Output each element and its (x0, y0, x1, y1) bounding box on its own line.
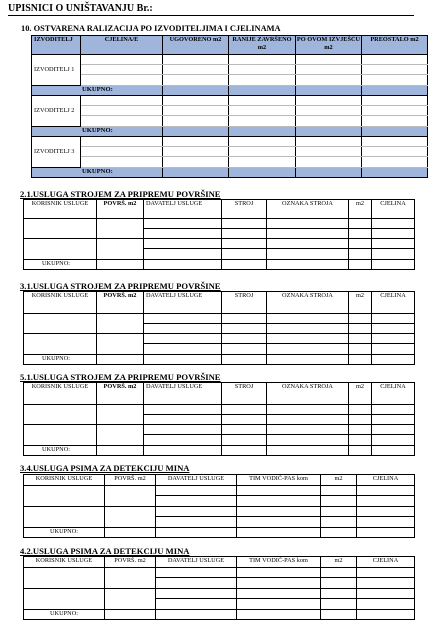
cell[interactable] (357, 599, 415, 610)
cell[interactable] (372, 260, 415, 270)
cell[interactable] (156, 578, 237, 589)
cell[interactable] (97, 355, 144, 365)
cell[interactable] (222, 344, 267, 355)
cell[interactable] (163, 96, 229, 106)
cell[interactable] (349, 344, 372, 355)
section-5-1-title: 5.1.USLUGA STROJEM ZA PRIPREMU POVRŠINE (20, 372, 221, 382)
cell[interactable] (296, 96, 362, 106)
cell[interactable] (229, 55, 296, 65)
cell[interactable] (357, 568, 415, 578)
cell[interactable] (222, 324, 267, 334)
cell[interactable] (144, 446, 222, 456)
cell[interactable] (372, 435, 415, 446)
col-davatelj: DAVATELJ USLUGE (144, 292, 222, 314)
cell[interactable] (349, 425, 372, 435)
cell[interactable] (349, 415, 372, 425)
col-cjelina: CJELINA (372, 383, 415, 405)
cell[interactable] (237, 528, 321, 538)
cell[interactable] (222, 249, 267, 260)
cell[interactable] (362, 65, 428, 75)
col-povrs: POVRŠ. m2 (97, 383, 144, 405)
col-povrs: POVRŠ. m2 (105, 475, 156, 486)
cell[interactable] (222, 435, 267, 446)
cell[interactable] (349, 249, 372, 260)
col-korisnik: KORISNIK USLUGE (24, 200, 97, 219)
cell[interactable] (296, 168, 362, 178)
cell[interactable] (163, 65, 229, 75)
cell[interactable] (296, 86, 362, 96)
col-m2: m2 (349, 383, 372, 405)
cell[interactable] (156, 610, 237, 620)
cell[interactable] (321, 589, 357, 599)
ukupno-label: UKUPNO: (24, 355, 97, 365)
cell[interactable] (24, 568, 105, 589)
cell[interactable] (321, 507, 357, 517)
cell[interactable] (267, 334, 349, 344)
cell[interactable] (321, 486, 357, 496)
cell[interactable] (229, 86, 296, 96)
cell[interactable] (296, 106, 362, 116)
cell[interactable] (267, 239, 349, 249)
cell[interactable] (222, 405, 267, 415)
cell[interactable] (237, 610, 321, 620)
cell[interactable] (97, 405, 144, 425)
col-m2: m2 (349, 292, 372, 314)
cell[interactable] (163, 147, 229, 157)
cell[interactable] (357, 578, 415, 589)
cell[interactable] (362, 127, 428, 137)
cell[interactable] (267, 260, 349, 270)
cell[interactable] (97, 260, 144, 270)
cell[interactable] (229, 147, 296, 157)
cell[interactable] (81, 65, 163, 75)
cell[interactable] (372, 415, 415, 425)
cell[interactable] (144, 435, 222, 446)
cell[interactable] (362, 147, 428, 157)
cell[interactable] (144, 405, 222, 415)
section-3-1-title: 3.1.USLUGA STROJEM ZA PRIPREMU POVRŠINE (20, 281, 221, 291)
strojem-table-3-1 (23, 291, 415, 365)
cell[interactable] (163, 55, 229, 65)
cell[interactable] (362, 96, 428, 106)
cell[interactable] (222, 415, 267, 425)
cell[interactable] (372, 229, 415, 239)
izvoditelj-2-label: IZVODITELJ 2 (32, 96, 81, 127)
cell[interactable] (349, 239, 372, 249)
section-4-2-title: 4.2.USLUGA PSIMA ZA DETEKCIJU MINA (20, 546, 190, 556)
ukupno-row-2: UKUPNO: (32, 127, 163, 137)
cell[interactable] (267, 229, 349, 239)
cell[interactable] (321, 599, 357, 610)
cell[interactable] (362, 86, 428, 96)
cell[interactable] (372, 219, 415, 229)
cell[interactable] (144, 219, 222, 229)
cell[interactable] (222, 425, 267, 435)
col-ugovoreno: UGOVORENO m2 (163, 36, 229, 55)
cell[interactable] (229, 65, 296, 75)
cell[interactable] (144, 355, 222, 365)
cell[interactable] (349, 334, 372, 344)
cell[interactable] (105, 589, 156, 610)
cell[interactable] (144, 249, 222, 260)
col-davatelj: DAVATELJ USLUGE (156, 557, 237, 568)
col-korisnik: KORISNIK USLUGE (24, 475, 105, 486)
cell[interactable] (357, 507, 415, 517)
section-2-1-title: 2.1.USLUGA STROJEM ZA PRIPREMU POVRŠINE (20, 189, 221, 199)
cell[interactable] (296, 75, 362, 86)
cell[interactable] (372, 355, 415, 365)
cell[interactable] (144, 334, 222, 344)
col-oznaka: OZNAKA STROJA (267, 200, 349, 219)
cell[interactable] (267, 435, 349, 446)
cell[interactable] (144, 415, 222, 425)
cell[interactable] (105, 528, 156, 538)
col-izvoditelj: IZVODITELJ (32, 36, 81, 55)
cell[interactable] (81, 147, 163, 157)
col-povrs: POVRŠ. m2 (97, 200, 144, 219)
cell[interactable] (222, 219, 267, 229)
cell[interactable] (362, 137, 428, 147)
psima-table-3-4 (23, 474, 415, 538)
cell[interactable] (163, 116, 229, 127)
cell[interactable] (97, 239, 144, 260)
cell[interactable] (296, 137, 362, 147)
col-korisnik: KORISNIK USLUGE (24, 292, 97, 314)
cell[interactable] (296, 157, 362, 168)
cell[interactable] (349, 219, 372, 229)
cell[interactable] (97, 219, 144, 239)
cell[interactable] (237, 599, 321, 610)
ukupno-row-3: UKUPNO: (32, 168, 163, 178)
cell[interactable] (296, 127, 362, 137)
cell[interactable] (24, 589, 105, 610)
cell[interactable] (156, 517, 237, 528)
cell[interactable] (24, 219, 97, 239)
cell[interactable] (237, 517, 321, 528)
cell[interactable] (362, 75, 428, 86)
cell[interactable] (144, 314, 222, 324)
cell[interactable] (267, 314, 349, 324)
cell[interactable] (156, 507, 237, 517)
cell[interactable] (237, 568, 321, 578)
cell[interactable] (24, 334, 97, 355)
cell[interactable] (349, 355, 372, 365)
col-cjelina: CJELINA (357, 475, 415, 486)
cell[interactable] (24, 486, 105, 507)
col-stroj: STROJ (222, 292, 267, 314)
cell[interactable] (296, 55, 362, 65)
cell[interactable] (24, 425, 97, 446)
izvoditelj-1-label: IZVODITELJ 1 (32, 55, 81, 86)
cell[interactable] (267, 446, 349, 456)
cell[interactable] (357, 528, 415, 538)
cell[interactable] (105, 610, 156, 620)
col-stroj: STROJ (222, 383, 267, 405)
cell[interactable] (362, 157, 428, 168)
cell[interactable] (296, 116, 362, 127)
cell[interactable] (24, 314, 97, 334)
cell[interactable] (97, 425, 144, 446)
cell[interactable] (267, 219, 349, 229)
ukupno-label: UKUPNO: (24, 528, 105, 538)
ukupno-row-1: UKUPNO: (32, 86, 163, 96)
cell[interactable] (372, 334, 415, 344)
cell[interactable] (97, 334, 144, 355)
col-davatelj: DAVATELJ USLUGE (144, 383, 222, 405)
col-stroj: STROJ (222, 200, 267, 219)
cell[interactable] (296, 147, 362, 157)
cell[interactable] (321, 528, 357, 538)
col-povrs: POVRŠ. m2 (105, 557, 156, 568)
cell[interactable] (349, 405, 372, 415)
cell[interactable] (163, 157, 229, 168)
cell[interactable] (267, 415, 349, 425)
cell[interactable] (267, 344, 349, 355)
cell[interactable] (144, 229, 222, 239)
cell[interactable] (105, 507, 156, 528)
ukupno-label: UKUPNO: (24, 610, 105, 620)
cell[interactable] (144, 425, 222, 435)
cell[interactable] (321, 578, 357, 589)
cell[interactable] (222, 355, 267, 365)
cell[interactable] (349, 435, 372, 446)
cell[interactable] (349, 229, 372, 239)
cell[interactable] (163, 75, 229, 86)
col-m2: m2 (321, 475, 357, 486)
psima-table-4-2 (23, 556, 415, 620)
cell[interactable] (97, 446, 144, 456)
cell[interactable] (321, 610, 357, 620)
cell[interactable] (229, 137, 296, 147)
col-tim: TIM VODIČ-PAS kom (237, 475, 321, 486)
col-m2: m2 (349, 200, 372, 219)
cell[interactable] (267, 249, 349, 260)
cell[interactable] (267, 405, 349, 415)
cell[interactable] (357, 610, 415, 620)
cell[interactable] (372, 324, 415, 334)
cell[interactable] (24, 239, 97, 260)
cell[interactable] (163, 127, 229, 137)
cell[interactable] (372, 249, 415, 260)
cell[interactable] (81, 137, 163, 147)
ukupno-label: UKUPNO: (24, 446, 97, 456)
cell[interactable] (222, 446, 267, 456)
cell[interactable] (163, 168, 229, 178)
col-oznaka: OZNAKA STROJA (267, 383, 349, 405)
section-10-title: 10. OSTVARENA RALIZACIJA PO IZVODITELJIMA I CJELINAMA (21, 24, 281, 33)
cell[interactable] (156, 599, 237, 610)
cell[interactable] (237, 589, 321, 599)
cell[interactable] (349, 260, 372, 270)
cell[interactable] (163, 86, 229, 96)
cell[interactable] (81, 106, 163, 116)
cell[interactable] (222, 260, 267, 270)
cell[interactable] (144, 324, 222, 334)
cell[interactable] (222, 314, 267, 324)
cell[interactable] (357, 589, 415, 599)
col-cjelina: CJELINA (372, 292, 415, 314)
cell[interactable] (296, 65, 362, 75)
cell[interactable] (321, 496, 357, 507)
cell[interactable] (372, 446, 415, 456)
col-tim: TIM VODIČ-PAS kom (237, 557, 321, 568)
izvoditelj-3-label: IZVODITELJ 3 (32, 137, 81, 168)
col-po-ovom: PO OVOM IZVJEŠĆU m2 (296, 36, 362, 55)
cell[interactable] (357, 517, 415, 528)
cell[interactable] (321, 517, 357, 528)
cell[interactable] (105, 486, 156, 507)
cell[interactable] (81, 116, 163, 127)
cell[interactable] (372, 344, 415, 355)
cell[interactable] (81, 55, 163, 65)
cell[interactable] (349, 314, 372, 324)
cell[interactable] (237, 507, 321, 517)
cell[interactable] (362, 116, 428, 127)
cell[interactable] (362, 106, 428, 116)
col-davatelj: DAVATELJ USLUGE (156, 475, 237, 486)
cell[interactable] (81, 96, 163, 106)
cell[interactable] (222, 229, 267, 239)
cell[interactable] (372, 425, 415, 435)
cell[interactable] (372, 314, 415, 324)
document-header: UPISNICI O UNIŠTAVANJU Br.: (8, 3, 414, 16)
realizacija-table (31, 35, 428, 178)
cell[interactable] (144, 239, 222, 249)
section-3-4-title: 3.4.USLUGA PSIMA ZA DETEKCIJU MINA (20, 463, 190, 473)
strojem-table-2-1 (23, 199, 415, 270)
col-oznaka: OZNAKA STROJA (267, 292, 349, 314)
cell[interactable] (267, 324, 349, 334)
col-cjelina: CJELINA/E (81, 36, 163, 55)
col-korisnik: KORISNIK USLUGE (24, 557, 105, 568)
cell[interactable] (267, 425, 349, 435)
cell[interactable] (156, 589, 237, 599)
cell[interactable] (24, 507, 105, 528)
cell[interactable] (229, 116, 296, 127)
cell[interactable] (349, 446, 372, 456)
cell[interactable] (357, 486, 415, 496)
cell[interactable] (229, 127, 296, 137)
strojem-table-5-1 (23, 382, 415, 456)
cell[interactable] (163, 137, 229, 147)
cell[interactable] (163, 106, 229, 116)
cell[interactable] (237, 578, 321, 589)
cell[interactable] (156, 528, 237, 538)
cell[interactable] (81, 157, 163, 168)
cell[interactable] (81, 75, 163, 86)
cell[interactable] (156, 568, 237, 578)
cell[interactable] (229, 168, 296, 178)
cell[interactable] (349, 324, 372, 334)
col-povrs: POVRŠ. m2 (97, 292, 144, 314)
cell[interactable] (372, 405, 415, 415)
cell[interactable] (222, 239, 267, 249)
cell[interactable] (362, 55, 428, 65)
cell[interactable] (144, 344, 222, 355)
col-m2: m2 (321, 557, 357, 568)
col-davatelj: DAVATELJ USLUGE (144, 200, 222, 219)
col-ranije: RANIJE ZAVRŠENO m2 (229, 36, 296, 55)
cell[interactable] (267, 355, 349, 365)
col-preostalo: PREOSTALO m2 (362, 36, 428, 55)
cell[interactable] (372, 239, 415, 249)
cell[interactable] (357, 496, 415, 507)
cell[interactable] (156, 496, 237, 507)
cell[interactable] (229, 106, 296, 116)
cell[interactable] (105, 568, 156, 589)
cell[interactable] (222, 334, 267, 344)
cell[interactable] (229, 157, 296, 168)
ukupno-label: UKUPNO: (24, 260, 97, 270)
cell[interactable] (362, 168, 428, 178)
cell[interactable] (97, 314, 144, 334)
col-korisnik: KORISNIK USLUGE (24, 383, 97, 405)
cell[interactable] (321, 568, 357, 578)
cell[interactable] (229, 75, 296, 86)
cell[interactable] (237, 496, 321, 507)
cell[interactable] (156, 486, 237, 496)
cell[interactable] (24, 405, 97, 425)
col-cjelina: CJELINA (372, 200, 415, 219)
col-cjelina: CJELINA (357, 557, 415, 568)
cell[interactable] (229, 96, 296, 106)
cell[interactable] (237, 486, 321, 496)
cell[interactable] (144, 260, 222, 270)
